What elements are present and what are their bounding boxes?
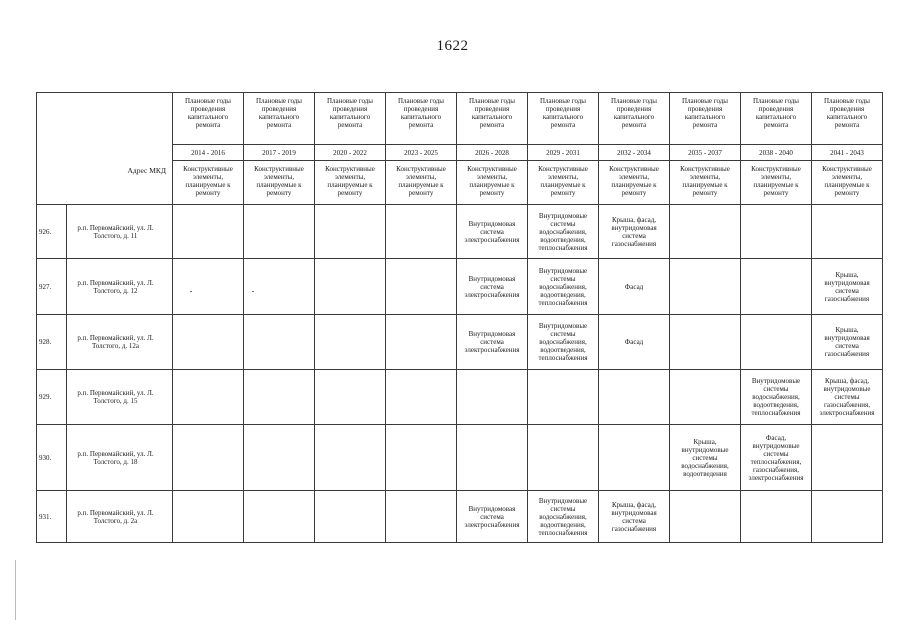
repair-elements-cell (386, 315, 457, 370)
elements-header: Конструктивные элементы, планируемые к ремонту (386, 161, 457, 205)
years-header: 2026 - 2028 (457, 145, 528, 161)
building-address: р.п. Первомайский, ул. Л. Толстого, д. 18 (67, 425, 173, 491)
capital-repair-schedule-table (36, 92, 883, 543)
repair-elements-cell: Крыша, фасад, внутридомовые системы газоснабжения, электроснабжения (812, 370, 883, 425)
building-address: р.п. Первомайский, ул. Л. Толстого, д. 11 (67, 205, 173, 259)
elements-header: Конструктивные элементы, планируемые к ремонту (670, 161, 741, 205)
row-number: 928. (37, 315, 67, 370)
elements-header: Конструктивные элементы, планируемые к ремонту (812, 161, 883, 205)
repair-elements-cell: Внутридомовые системы водоснабжения, водоотведения, теплоснабжения (528, 205, 599, 259)
period-header: Плановые годы проведения капитального ремонта (812, 93, 883, 145)
period-header: Плановые годы проведения капитального ремонта (386, 93, 457, 145)
repair-elements-cell (244, 425, 315, 491)
repair-elements-cell: Крыша, фасад, внутридомовая система газоснабжения (599, 491, 670, 543)
repair-elements-cell (244, 491, 315, 543)
repair-elements-cell (457, 425, 528, 491)
repair-elements-cell: Внутридомовая система электроснабжения (457, 491, 528, 543)
page-number: 1622 (436, 38, 469, 54)
repair-elements-cell (315, 370, 386, 425)
years-header: 2041 - 2043 (812, 145, 883, 161)
repair-elements-cell (386, 259, 457, 315)
repair-elements-cell: Внутридомовые системы водоснабжения, водоотведения, теплоснабжения (528, 315, 599, 370)
elements-header: Конструктивные элементы, планируемые к ремонту (457, 161, 528, 205)
table-row (37, 491, 883, 543)
table-row (37, 259, 883, 315)
address-header-label: Адрес МКД (127, 165, 166, 175)
repair-elements-cell: Фасад (599, 315, 670, 370)
repair-elements-cell: Крыша, фасад, внутридомовая система газоснабжения (599, 205, 670, 259)
scan-edge-mark (15, 560, 16, 620)
address-header (37, 93, 173, 205)
repair-elements-cell: Внутридомовые системы водоснабжения, водоотведения, теплоснабжения (741, 370, 812, 425)
repair-elements-cell (244, 259, 315, 315)
repair-elements-cell (528, 425, 599, 491)
table-row (37, 205, 883, 259)
repair-elements-cell (173, 205, 244, 259)
years-header: 2023 - 2025 (386, 145, 457, 161)
building-address: р.п. Первомайский, ул. Л. Толстого, д. 15 (67, 370, 173, 425)
period-header: Плановые годы проведения капитального ремонта (670, 93, 741, 145)
header-row-period (37, 93, 883, 145)
table-row (37, 425, 883, 491)
repair-elements-cell (457, 370, 528, 425)
repair-elements-cell (173, 425, 244, 491)
repair-elements-cell: Внутридомовые системы водоснабжения, водоотведения, теплоснабжения (528, 491, 599, 543)
years-header: 2020 - 2022 (315, 145, 386, 161)
table-row (37, 370, 883, 425)
repair-elements-cell: Внутридомовая система электроснабжения (457, 315, 528, 370)
elements-header: Конструктивные элементы, планируемые к ремонту (528, 161, 599, 205)
repair-elements-cell (315, 491, 386, 543)
repair-elements-cell (670, 315, 741, 370)
repair-elements-cell: Внутридомовые системы водоснабжения, водоотведения, теплоснабжения (528, 259, 599, 315)
period-header: Плановые годы проведения капитального ремонта (315, 93, 386, 145)
elements-header: Конструктивные элементы, планируемые к ремонту (315, 161, 386, 205)
period-header: Плановые годы проведения капитального ремонта (244, 93, 315, 145)
row-number: 930. (37, 425, 67, 491)
repair-elements-cell (599, 425, 670, 491)
years-header: 2038 - 2040 (741, 145, 812, 161)
years-header: 2017 - 2019 (244, 145, 315, 161)
repair-elements-cell (173, 491, 244, 543)
repair-elements-cell (670, 205, 741, 259)
repair-elements-cell (244, 315, 315, 370)
row-number: 927. (37, 259, 67, 315)
row-number: 929. (37, 370, 67, 425)
row-number: 926. (37, 205, 67, 259)
years-header: 2032 - 2034 (599, 145, 670, 161)
repair-elements-cell: Внутридомовая система электроснабжения (457, 205, 528, 259)
period-header: Плановые годы проведения капитального ремонта (528, 93, 599, 145)
repair-elements-cell (315, 205, 386, 259)
repair-elements-cell (741, 491, 812, 543)
repair-elements-cell: Фасад, внутридомовые системы теплоснабжения, газоснабжения, электроснабжения (741, 425, 812, 491)
repair-elements-cell (173, 315, 244, 370)
period-header: Плановые годы проведения капитального ремонта (457, 93, 528, 145)
repair-elements-cell (315, 315, 386, 370)
table-body (37, 93, 883, 543)
repair-elements-cell (599, 370, 670, 425)
repair-elements-cell (386, 205, 457, 259)
repair-elements-cell (386, 425, 457, 491)
row-number: 931. (37, 491, 67, 543)
repair-elements-cell (173, 370, 244, 425)
table-row (37, 315, 883, 370)
building-address: р.п. Первомайский, ул. Л. Толстого, д. 2а (67, 491, 173, 543)
repair-elements-cell (812, 205, 883, 259)
repair-elements-cell (386, 370, 457, 425)
repair-elements-cell (315, 425, 386, 491)
repair-elements-cell: Крыша, внутридомовая система газоснабжения (812, 315, 883, 370)
repair-elements-cell (670, 491, 741, 543)
years-header: 2014 - 2016 (173, 145, 244, 161)
scan-artifact (190, 291, 192, 292)
repair-elements-cell (741, 315, 812, 370)
repair-elements-cell (741, 259, 812, 315)
repair-elements-cell (741, 205, 812, 259)
elements-header: Конструктивные элементы, планируемые к ремонту (741, 161, 812, 205)
period-header: Плановые годы проведения капитального ремонта (599, 93, 670, 145)
repair-elements-cell (244, 370, 315, 425)
repair-elements-cell (812, 425, 883, 491)
repair-elements-cell (315, 259, 386, 315)
period-header: Плановые годы проведения капитального ремонта (173, 93, 244, 145)
building-address: р.п. Первомайский, ул. Л. Толстого, д. 12а (67, 315, 173, 370)
repair-elements-cell (670, 259, 741, 315)
years-header: 2035 - 2037 (670, 145, 741, 161)
repair-elements-cell (812, 491, 883, 543)
scan-artifact (252, 291, 254, 292)
period-header: Плановые годы проведения капитального ремонта (741, 93, 812, 145)
repair-elements-cell (670, 370, 741, 425)
elements-header: Конструктивные элементы, планируемые к ремонту (599, 161, 670, 205)
repair-elements-cell (386, 491, 457, 543)
years-header: 2029 - 2031 (528, 145, 599, 161)
repair-elements-cell (244, 205, 315, 259)
building-address: р.п. Первомайский, ул. Л. Толстого, д. 12 (67, 259, 173, 315)
repair-elements-cell: Крыша, внутридомовая система газоснабжения (812, 259, 883, 315)
elements-header: Конструктивные элементы, планируемые к ремонту (244, 161, 315, 205)
repair-elements-cell: Фасад (599, 259, 670, 315)
repair-elements-cell (173, 259, 244, 315)
repair-elements-cell: Крыша, внутридомовые системы водоснабжения, водоотведения (670, 425, 741, 491)
repair-elements-cell: Внутридомовая система электроснабжения (457, 259, 528, 315)
elements-header: Конструктивные элементы, планируемые к ремонту (173, 161, 244, 205)
repair-elements-cell (528, 370, 599, 425)
